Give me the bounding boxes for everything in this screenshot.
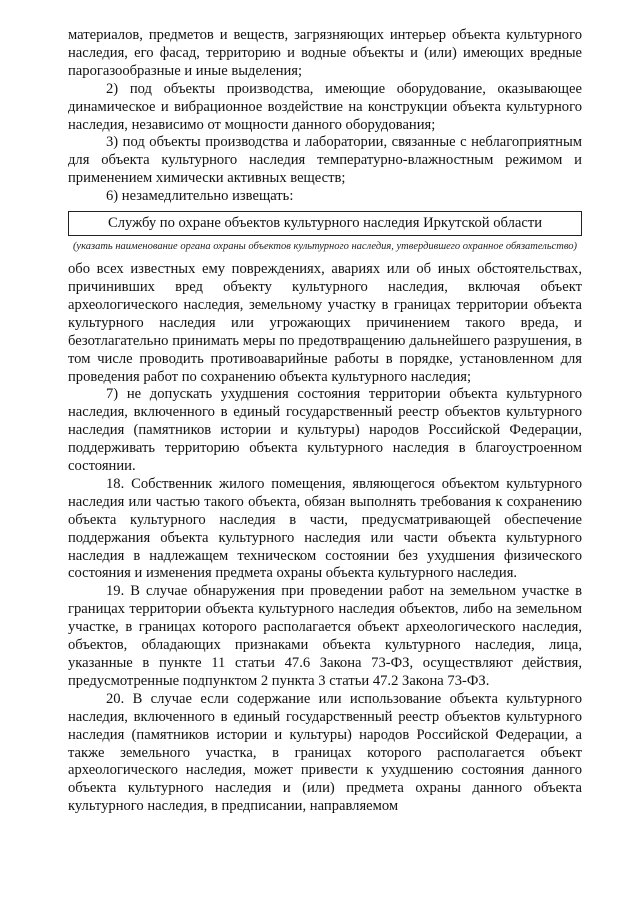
paragraph-materials: материалов, предметов и веществ, загрязняющих интерьер объекта культурного наследия, его фасад, территорию и водные объекты и (или) имеющих вредные парогазообразные и иные выделения;	[68, 27, 582, 79]
authority-name: Службу по охране объектов культурного наследия Иркутской области	[107, 215, 543, 232]
authority-caption: (указать наименование органа охраны объектов культурного наследия, утвердившего охранное обязательство)	[72, 241, 578, 253]
paragraph-18: 18. Собственник жилого помещения, являющегося объектом культурного наследия или частью такого объекта, обязан выполнять требования к сохранению объекта культурного наследия в части, предусматривающей обеспечение поддержания объекта культурного наследия или части объекта культурного наследия в надлежащем техническом состоянии без ухудшения физического состояния и изменения предмета охраны объекта культурного наследия.	[68, 475, 582, 582]
paragraph-item-3: 3) под объекты производства и лаборатории, связанные с неблагоприятным для объекта культурного наследия температурно-влажностным режимом и применением химически активных веществ;	[68, 134, 582, 187]
paragraph-damages: обо всех известных ему повреждениях, авариях или об иных обстоятельствах, причинивших вред объекту культурного наследия, включая объект археологического наследия, земельному участку в границах территории объекта культурного наследия или угрожающих причинением такого вреда, и безотлагательно принимать меры по предотвращению дальнейшего разрушения, в том числе проводить противоаварийные работы в порядке, установленном для проведения работ по сохранению объекта культурного наследия;	[68, 261, 582, 385]
authority-box	[68, 211, 582, 236]
paragraph-item-7: 7) не допускать ухудшения состояния территории объекта культурного наследия, включенного в единый государственный реестр объектов культурного наследия (памятников истории и культуры) народов Российской Федерации, поддерживать территорию объекта культурного наследия в благоустроенном состоянии.	[68, 386, 582, 475]
document-page	[68, 27, 582, 816]
paragraph-item-2: 2) под объекты производства, имеющие оборудование, оказывающее динамическое и вибрационное воздействие на конструкции объекта культурного наследия, независимо от мощности данного оборудования;	[68, 80, 582, 133]
paragraph-19: 19. В случае обнаружения при проведении работ на земельном участке в границах территории объекта культурного наследия объектов, либо на земельном участке, в границах которого располагается объект археологического наследия, объектов, обладающих признаками объекта культурного наследия, лица, указанные в пункте 11 статьи 47.6 Закона 73-ФЗ, осуществляют действия, предусмотренные подпунктом 2 пункта 3 статьи 47.2 Закона 73-ФЗ.	[68, 583, 582, 689]
paragraph-item-6: 6) незамедлительно извещать:	[106, 188, 294, 205]
paragraph-20: 20. В случае если содержание или использование объекта культурного наследия, включенного в единый государственный реестр объектов культурного наследия (памятников истории и культуры) народов Российской Федерации, а также земельного участка, в границах которого располагается объект археологического наследия, может привести к ухудшению состояния данного объекта культурного наследия и (или) предмета охраны данного объекта культурного наследия, в предписании, направляемом	[68, 690, 582, 815]
